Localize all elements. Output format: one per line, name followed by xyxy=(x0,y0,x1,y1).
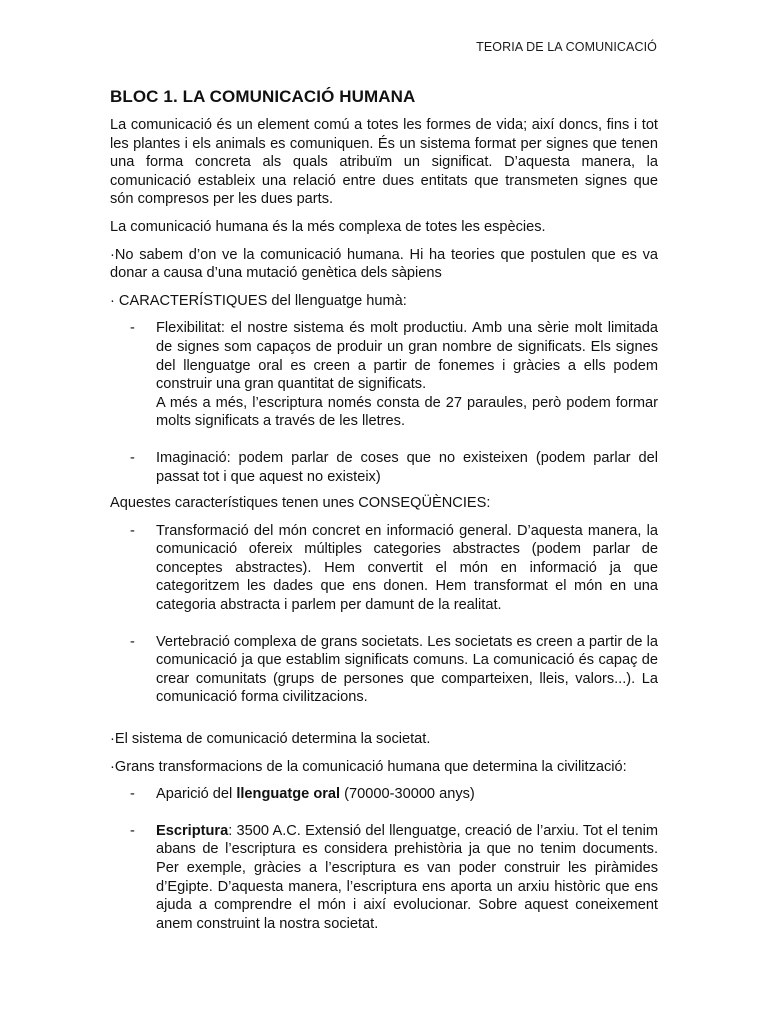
vertebracio-text: Vertebració complexa de grans societats. Les societats es creen a partir de la comunicació ja que establim significats comuns. La comunicació és capaç de crear comunitats (grups de persones que comparteixen, lleis, valors...). La comunicació forma civilitzacions. xyxy=(156,633,658,706)
escriptura-text xyxy=(156,822,658,934)
flexibilitat-text: Flexibilitat: el nostre sistema és molt productiu. Amb una sèrie molt limitada de signes som capaços de produir un gran nombre de significats. Els signes del llenguatge oral es creen a partir de fonemes i gràcies a ells podem construir una gran quantitat de significats. xyxy=(156,320,658,393)
spacer xyxy=(110,486,658,494)
origin-paragraph: ·No sabem d’on ve la comunicació humana. Hi ha teories que postulen que es va donar a causa d’una mutació genètica dels sàpiens xyxy=(110,246,658,282)
aparicio-dates: (70000-30000 anys) xyxy=(340,786,475,803)
transformations-list xyxy=(110,785,658,933)
imaginacio-text: Imaginació: podem parlar de coses que no existeixen (podem parlar del passat tot i que aquest no existeix) xyxy=(156,449,658,485)
escriptura-term: Escriptura xyxy=(156,822,229,839)
aparicio-term: llenguatge oral xyxy=(236,786,341,803)
list-item-imaginacio xyxy=(110,449,658,486)
characteristics-list xyxy=(110,319,658,486)
consequences-list xyxy=(110,522,658,707)
running-header: TEORIA DE LA COMUNICACIÓ xyxy=(476,40,657,54)
aparicio-prefix: Aparició del xyxy=(156,786,237,803)
list-item-escriptura xyxy=(110,822,658,934)
list-spacer xyxy=(110,615,658,633)
aparicio-text xyxy=(156,785,658,804)
consequences-heading: Aquestes característiques tenen unes CONSEQÜÈNCIES: xyxy=(110,495,491,512)
list-dash: - xyxy=(130,320,135,337)
complexity-paragraph: La comunicació humana és la més complexa de totes les espècies. xyxy=(110,218,546,235)
transformacio-text: Transformació del món concret en informació general. D’aquesta manera, la comunicació ofereix múltiples categories abstractes (podem parlar de conceptes abstractes). Hem convertit el món en informació ja que categoritzem les dades que ens donen. Hem transformat el món en una categoria abstracta i parlem per damunt de la realitat. xyxy=(156,522,658,614)
list-item-flexibilitat xyxy=(110,319,658,431)
list-dash: - xyxy=(130,633,135,650)
list-dash: - xyxy=(130,786,135,803)
characteristics-heading: · CARACTERÍSTIQUES del llenguatge humà: xyxy=(110,292,407,309)
transformations-heading: ·Grans transformacions de la comunicació humana que determina la civilització: xyxy=(110,758,627,775)
list-item-transformacio xyxy=(110,522,658,615)
spacer xyxy=(110,707,658,730)
list-dash: - xyxy=(130,449,135,466)
list-item-vertebracio xyxy=(110,633,658,707)
section-title: BLOC 1. LA COMUNICACIÓ HUMANA xyxy=(110,87,416,106)
list-item-aparicio xyxy=(110,785,658,804)
list-spacer xyxy=(110,431,658,449)
list-spacer xyxy=(110,804,658,822)
document-body xyxy=(110,86,658,933)
flexibilitat-extra-text: A més a més, l’escriptura només consta de 27 paraules, però podem formar molts significats a través de les lletres. xyxy=(156,394,658,430)
society-paragraph: ·El sistema de comunicació determina la societat. xyxy=(110,731,431,748)
intro-paragraph: La comunicació és un element comú a totes les formes de vida; així doncs, fins i tot les plantes i els animals es comuniquen. És un sistema format per signes que tenen una forma concreta als quals atribuïm un significat. D’aquesta manera, la comunicació estableix una relació entre dues entitats que transmeten signes que són compresos per les dues parts. xyxy=(110,117,658,208)
list-dash: - xyxy=(130,522,135,539)
list-dash: - xyxy=(130,822,135,839)
escriptura-description: : 3500 A.C. Extensió del llenguatge, creació de l’arxiu. Tot el tenim abans de l’escriptura es considera prehistòria ja que no tenim documents. Per exemple, gràcies a l’escriptura es van poder construir les piràmides d’Egipte. D’aquesta manera, l’escriptura ens aporta un arxiu històric que ens ajuda a comprendre el món i així evolucionar. Sobre aquest coneixement anem construint la nostra societat. xyxy=(156,822,658,932)
